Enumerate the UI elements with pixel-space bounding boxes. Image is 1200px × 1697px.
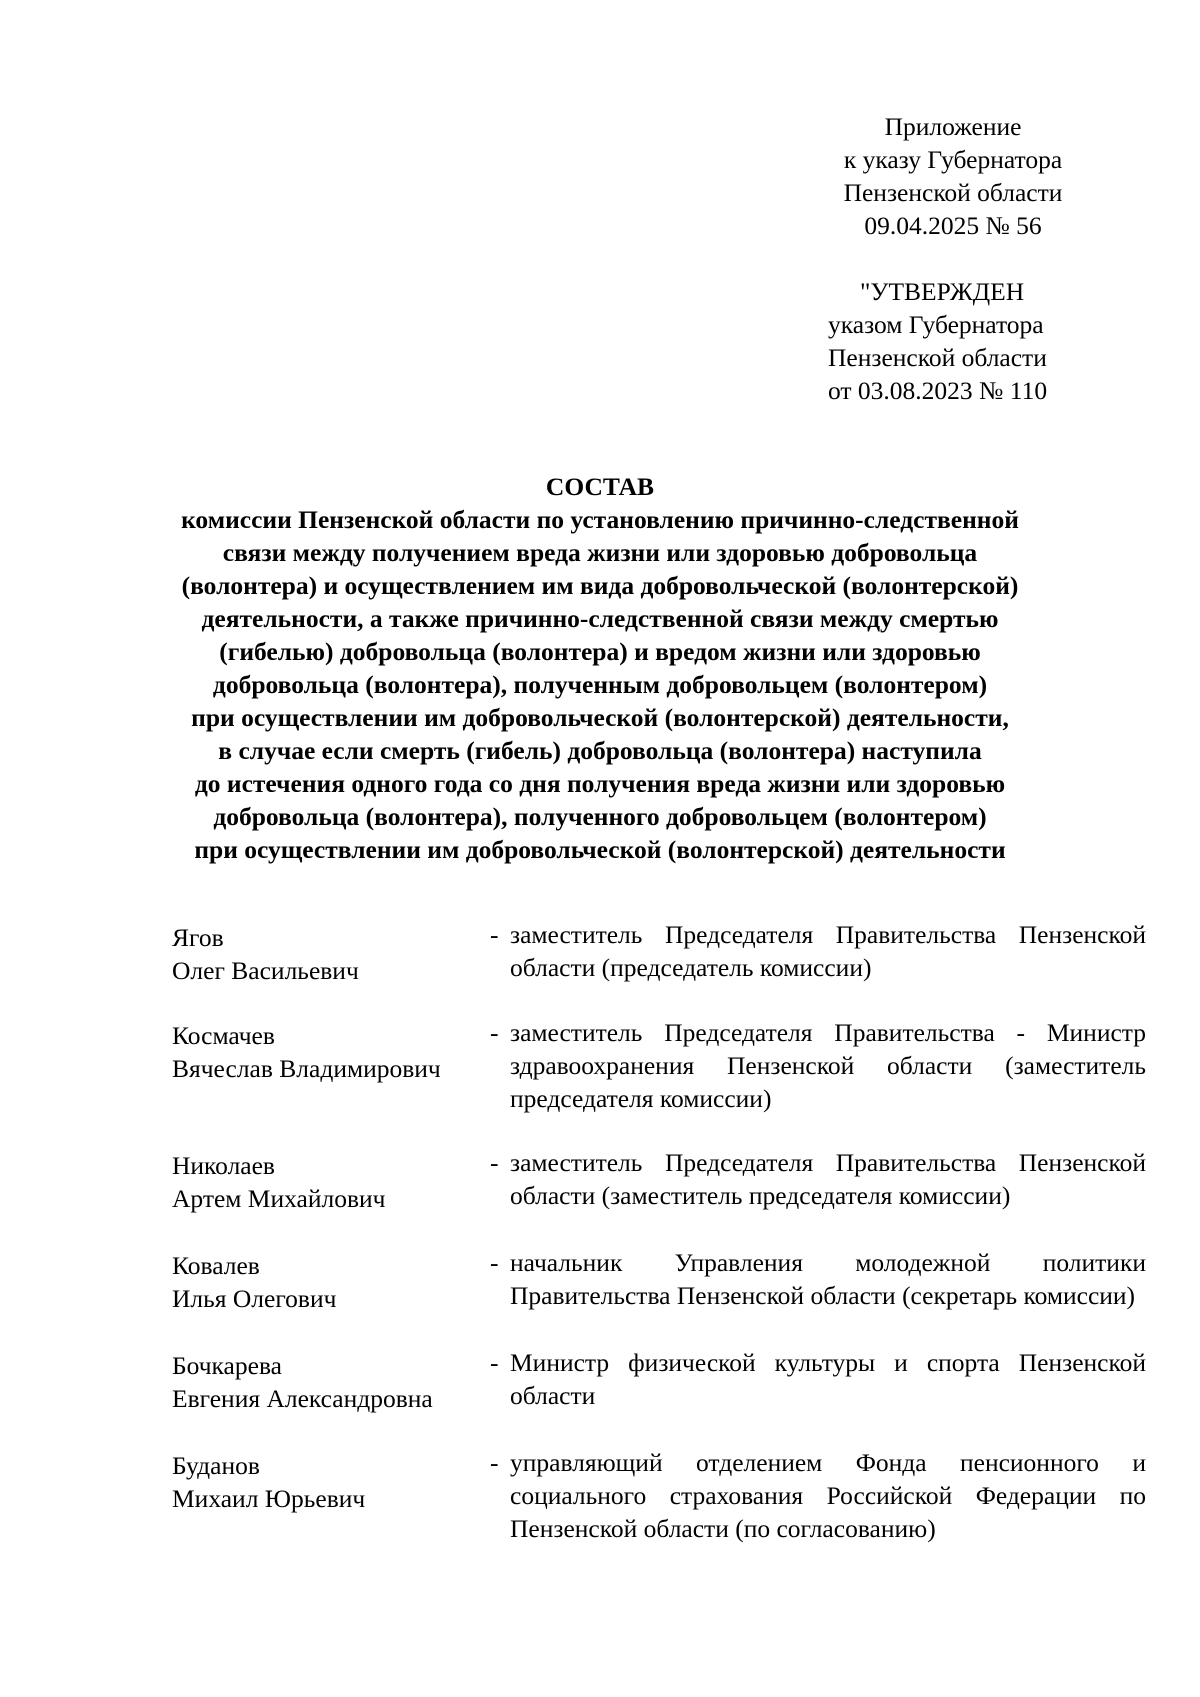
member-dash: - <box>490 1348 499 1377</box>
appendix-line: Пензенской области <box>843 178 1063 207</box>
member-entry <box>172 1346 1152 1415</box>
title-line: добровольца (волонтера), полученного добровольцем (волонтером) <box>213 802 987 831</box>
member-position: заместитель Председателя Правительства Пензенской области (заместитель председателя комиссии) <box>510 1148 1146 1210</box>
member-given-name: Олег Васильевич <box>172 956 359 985</box>
member-surname: Космачев <box>172 1021 275 1050</box>
member-surname: Ковалев <box>172 1251 260 1280</box>
member-position: управляющий отделением Фонда пенсионного и социального страхования Российской Федерации по Пензенской области (по согласованию) <box>510 1448 1146 1543</box>
title-line: добровольца (волонтера), полученным добровольцем (волонтером) <box>212 670 988 699</box>
member-name <box>172 1146 490 1215</box>
member-name <box>172 1016 490 1115</box>
member-surname: Николаев <box>172 1151 275 1180</box>
document-title <box>110 470 1090 866</box>
member-entry <box>172 1016 1152 1115</box>
member-name <box>172 1446 490 1545</box>
member-surname: Буданов <box>172 1451 260 1480</box>
title-line: до истечения одного года со дня получения вреда жизни или здоровью <box>194 769 1006 798</box>
member-position: Министр физической культуры и спорта Пензенской области <box>510 1348 1146 1410</box>
member-surname: Бочкарева <box>172 1351 282 1380</box>
member-dash: - <box>490 1248 499 1277</box>
appendix-line: Приложение <box>884 112 1022 141</box>
member-position: заместитель Председателя Правительства - Министр здравоохранения Пензенской области (заместитель председателя комиссии) <box>510 1018 1146 1113</box>
approval-block <box>828 275 1078 407</box>
member-name <box>172 1346 490 1415</box>
title-line: комиссии Пензенской области по установлению причинно-следственной <box>181 505 1019 534</box>
title-line: (волонтера) и осуществлением им вида добровольческой (волонтерской) <box>181 571 1019 600</box>
member-given-name: Михаил Юрьевич <box>172 1484 366 1513</box>
title-line: (гибелью) добровольца (волонтера) и вредом жизни или здоровью <box>219 637 981 666</box>
member-given-name: Евгения Александровна <box>172 1384 433 1413</box>
appendix-date-number: 09.04.2025 № 56 <box>864 211 1042 240</box>
member-entry <box>172 918 1152 987</box>
member-given-name: Артем Михайлович <box>172 1184 386 1213</box>
approval-line: указом Губернатора <box>828 310 1044 339</box>
member-given-name: Илья Олегович <box>172 1284 337 1313</box>
approval-date-number: от 03.08.2023 № 110 <box>828 376 1048 405</box>
title-line: при осуществлении им добровольческой (волонтерской) деятельности, <box>191 703 1009 732</box>
members-list <box>172 918 1152 1576</box>
title-line: при осуществлении им добровольческой (волонтерской) деятельности <box>194 835 1006 864</box>
member-entry <box>172 1146 1152 1215</box>
title-line: деятельности, а также причинно-следственной связи между смертью <box>201 604 999 633</box>
member-dash: - <box>490 920 499 949</box>
member-given-name: Вячеслав Владимирович <box>172 1054 441 1083</box>
title-heading: СОСТАВ <box>545 472 655 501</box>
title-line: в случае если смерть (гибель) добровольца (волонтера) наступила <box>218 736 982 765</box>
appendix-block <box>818 110 1088 242</box>
member-position: начальник Управления молодежной политики Правительства Пензенской области (секретарь комиссии) <box>510 1248 1146 1310</box>
approval-line: Пензенской области <box>828 343 1047 372</box>
member-dash: - <box>490 1448 499 1477</box>
title-line: связи между получением вреда жизни или здоровью добровольца <box>222 538 978 567</box>
member-name <box>172 918 490 987</box>
member-dash: - <box>490 1018 499 1047</box>
member-entry <box>172 1446 1152 1545</box>
member-position: заместитель Председателя Правительства Пензенской области (председатель комиссии) <box>510 920 1146 982</box>
approval-line: "УТВЕРЖДЕН <box>860 277 1025 306</box>
member-entry <box>172 1246 1152 1315</box>
member-surname: Ягов <box>172 923 224 952</box>
member-name <box>172 1246 490 1315</box>
appendix-line: к указу Губернатора <box>843 145 1063 174</box>
member-dash: - <box>490 1148 499 1177</box>
